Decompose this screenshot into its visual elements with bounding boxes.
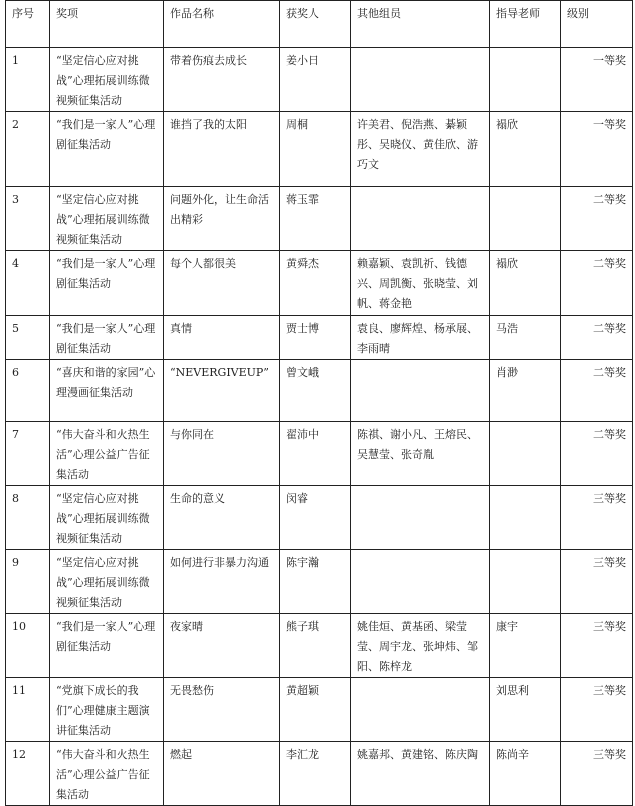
cell-index: 10 bbox=[6, 614, 50, 678]
cell-other-members bbox=[351, 550, 490, 614]
cell-work-title: 生命的意义 bbox=[164, 486, 280, 550]
cell-award-item: “坚定信心应对挑战”心理拓展训练微视频征集活动 bbox=[50, 486, 164, 550]
table-row bbox=[6, 742, 633, 806]
header-advisor: 指导老师 bbox=[490, 1, 561, 48]
table-row bbox=[6, 112, 633, 187]
cell-level: 三等奖 bbox=[561, 614, 633, 678]
cell-level: 二等奖 bbox=[561, 422, 633, 486]
cell-level: 二等奖 bbox=[561, 316, 633, 360]
cell-index: 3 bbox=[6, 187, 50, 251]
cell-other-members: 姚嘉邦、黄建铭、陈庆陶 bbox=[351, 742, 490, 806]
cell-work-title: 谁挡了我的太阳 bbox=[164, 112, 280, 187]
header-award-item: 奖项 bbox=[50, 1, 164, 48]
cell-advisor: 马浩 bbox=[490, 316, 561, 360]
cell-work-title: 与你同在 bbox=[164, 422, 280, 486]
cell-advisor bbox=[490, 486, 561, 550]
table-row bbox=[6, 678, 633, 742]
cell-advisor: 康宇 bbox=[490, 614, 561, 678]
table-row bbox=[6, 251, 633, 316]
header-row bbox=[6, 1, 633, 48]
cell-index: 4 bbox=[6, 251, 50, 316]
cell-index: 12 bbox=[6, 742, 50, 806]
cell-level: 一等奖 bbox=[561, 112, 633, 187]
cell-advisor: 陈尚辛 bbox=[490, 742, 561, 806]
cell-other-members bbox=[351, 360, 490, 422]
cell-work-title: 夜家晴 bbox=[164, 614, 280, 678]
cell-work-title: 真情 bbox=[164, 316, 280, 360]
cell-level: 二等奖 bbox=[561, 187, 633, 251]
cell-work-title: 无畏愁伤 bbox=[164, 678, 280, 742]
cell-award-item: “坚定信心应对挑战”心理拓展训练微视频征集活动 bbox=[50, 550, 164, 614]
cell-other-members bbox=[351, 486, 490, 550]
award-table bbox=[5, 0, 633, 806]
cell-advisor: 刘思利 bbox=[490, 678, 561, 742]
cell-work-title: 问题外化，让生命活出精彩 bbox=[164, 187, 280, 251]
cell-index: 7 bbox=[6, 422, 50, 486]
cell-level: 三等奖 bbox=[561, 486, 633, 550]
cell-level: 三等奖 bbox=[561, 678, 633, 742]
cell-award-item: “伟大奋斗和火热生活”心理公益广告征集活动 bbox=[50, 742, 164, 806]
cell-advisor: 肖渺 bbox=[490, 360, 561, 422]
cell-work-title: 每个人都很美 bbox=[164, 251, 280, 316]
cell-award-item: “党旗下成长的我们”心理健康主题演讲征集活动 bbox=[50, 678, 164, 742]
cell-other-members: 许美君、倪浩燕、綦颖彤、吴晓仪、黄佳欣、游巧文 bbox=[351, 112, 490, 187]
cell-winner: 姜小日 bbox=[280, 48, 351, 112]
cell-level: 三等奖 bbox=[561, 550, 633, 614]
cell-winner: 翟沛中 bbox=[280, 422, 351, 486]
cell-award-item: “坚定信心应对挑战”心理拓展训练微视频征集活动 bbox=[50, 187, 164, 251]
cell-award-item: “伟大奋斗和火热生活”心理公益广告征集活动 bbox=[50, 422, 164, 486]
cell-other-members: 赖嘉颖、袁凯祈、钱德兴、周凯衡、张晓莹、刘帆、蒋金艳 bbox=[351, 251, 490, 316]
cell-advisor bbox=[490, 550, 561, 614]
table-row bbox=[6, 48, 633, 112]
cell-winner: 蒋玉霏 bbox=[280, 187, 351, 251]
cell-level: 三等奖 bbox=[561, 742, 633, 806]
cell-index: 1 bbox=[6, 48, 50, 112]
cell-advisor: 褟欣 bbox=[490, 251, 561, 316]
cell-winner: 黄舜杰 bbox=[280, 251, 351, 316]
cell-index: 9 bbox=[6, 550, 50, 614]
header-other-members: 其他组员 bbox=[351, 1, 490, 48]
cell-level: 一等奖 bbox=[561, 48, 633, 112]
cell-award-item: “喜庆和谐的家园”心理漫画征集活动 bbox=[50, 360, 164, 422]
header-winner: 获奖人 bbox=[280, 1, 351, 48]
cell-index: 2 bbox=[6, 112, 50, 187]
cell-advisor bbox=[490, 422, 561, 486]
cell-index: 6 bbox=[6, 360, 50, 422]
cell-winner: 闵睿 bbox=[280, 486, 351, 550]
cell-advisor: 褟欣 bbox=[490, 112, 561, 187]
cell-award-item: “我们是一家人”心理剧征集活动 bbox=[50, 316, 164, 360]
table-row bbox=[6, 486, 633, 550]
cell-winner: 周桐 bbox=[280, 112, 351, 187]
cell-work-title: 燃起 bbox=[164, 742, 280, 806]
cell-index: 5 bbox=[6, 316, 50, 360]
cell-work-title: 如何进行非暴力沟通 bbox=[164, 550, 280, 614]
table-row bbox=[6, 422, 633, 486]
cell-level: 二等奖 bbox=[561, 251, 633, 316]
table-row bbox=[6, 360, 633, 422]
cell-award-item: “我们是一家人”心理剧征集活动 bbox=[50, 614, 164, 678]
cell-other-members: 袁良、廖辉煌、杨承展、李雨晴 bbox=[351, 316, 490, 360]
cell-winner: 李汇龙 bbox=[280, 742, 351, 806]
cell-other-members: 姚佳烜、黄基函、梁莹莹、周宇龙、张坤炜、邹阳、陈梓龙 bbox=[351, 614, 490, 678]
cell-other-members bbox=[351, 187, 490, 251]
cell-other-members bbox=[351, 678, 490, 742]
table-row bbox=[6, 550, 633, 614]
cell-other-members bbox=[351, 48, 490, 112]
table-row bbox=[6, 187, 633, 251]
table-row bbox=[6, 614, 633, 678]
cell-index: 11 bbox=[6, 678, 50, 742]
cell-winner: 熊子琪 bbox=[280, 614, 351, 678]
cell-advisor bbox=[490, 48, 561, 112]
cell-advisor bbox=[490, 187, 561, 251]
cell-level: 二等奖 bbox=[561, 360, 633, 422]
cell-winner: 贾士博 bbox=[280, 316, 351, 360]
cell-winner: 陈宇瀚 bbox=[280, 550, 351, 614]
header-index: 序号 bbox=[6, 1, 50, 48]
cell-award-item: “我们是一家人”心理剧征集活动 bbox=[50, 251, 164, 316]
cell-other-members: 陈祺、谢小凡、王熔民、吴慧莹、张奇胤 bbox=[351, 422, 490, 486]
cell-winner: 黄超颖 bbox=[280, 678, 351, 742]
header-level: 级别 bbox=[561, 1, 633, 48]
cell-work-title: “NEVERGIVEUP” bbox=[164, 360, 280, 422]
header-work-title: 作品名称 bbox=[164, 1, 280, 48]
cell-winner: 曾文峨 bbox=[280, 360, 351, 422]
cell-award-item: “坚定信心应对挑战”心理拓展训练微视频征集活动 bbox=[50, 48, 164, 112]
cell-index: 8 bbox=[6, 486, 50, 550]
cell-award-item: “我们是一家人”心理剧征集活动 bbox=[50, 112, 164, 187]
table-row bbox=[6, 316, 633, 360]
cell-work-title: 带着伤痕去成长 bbox=[164, 48, 280, 112]
